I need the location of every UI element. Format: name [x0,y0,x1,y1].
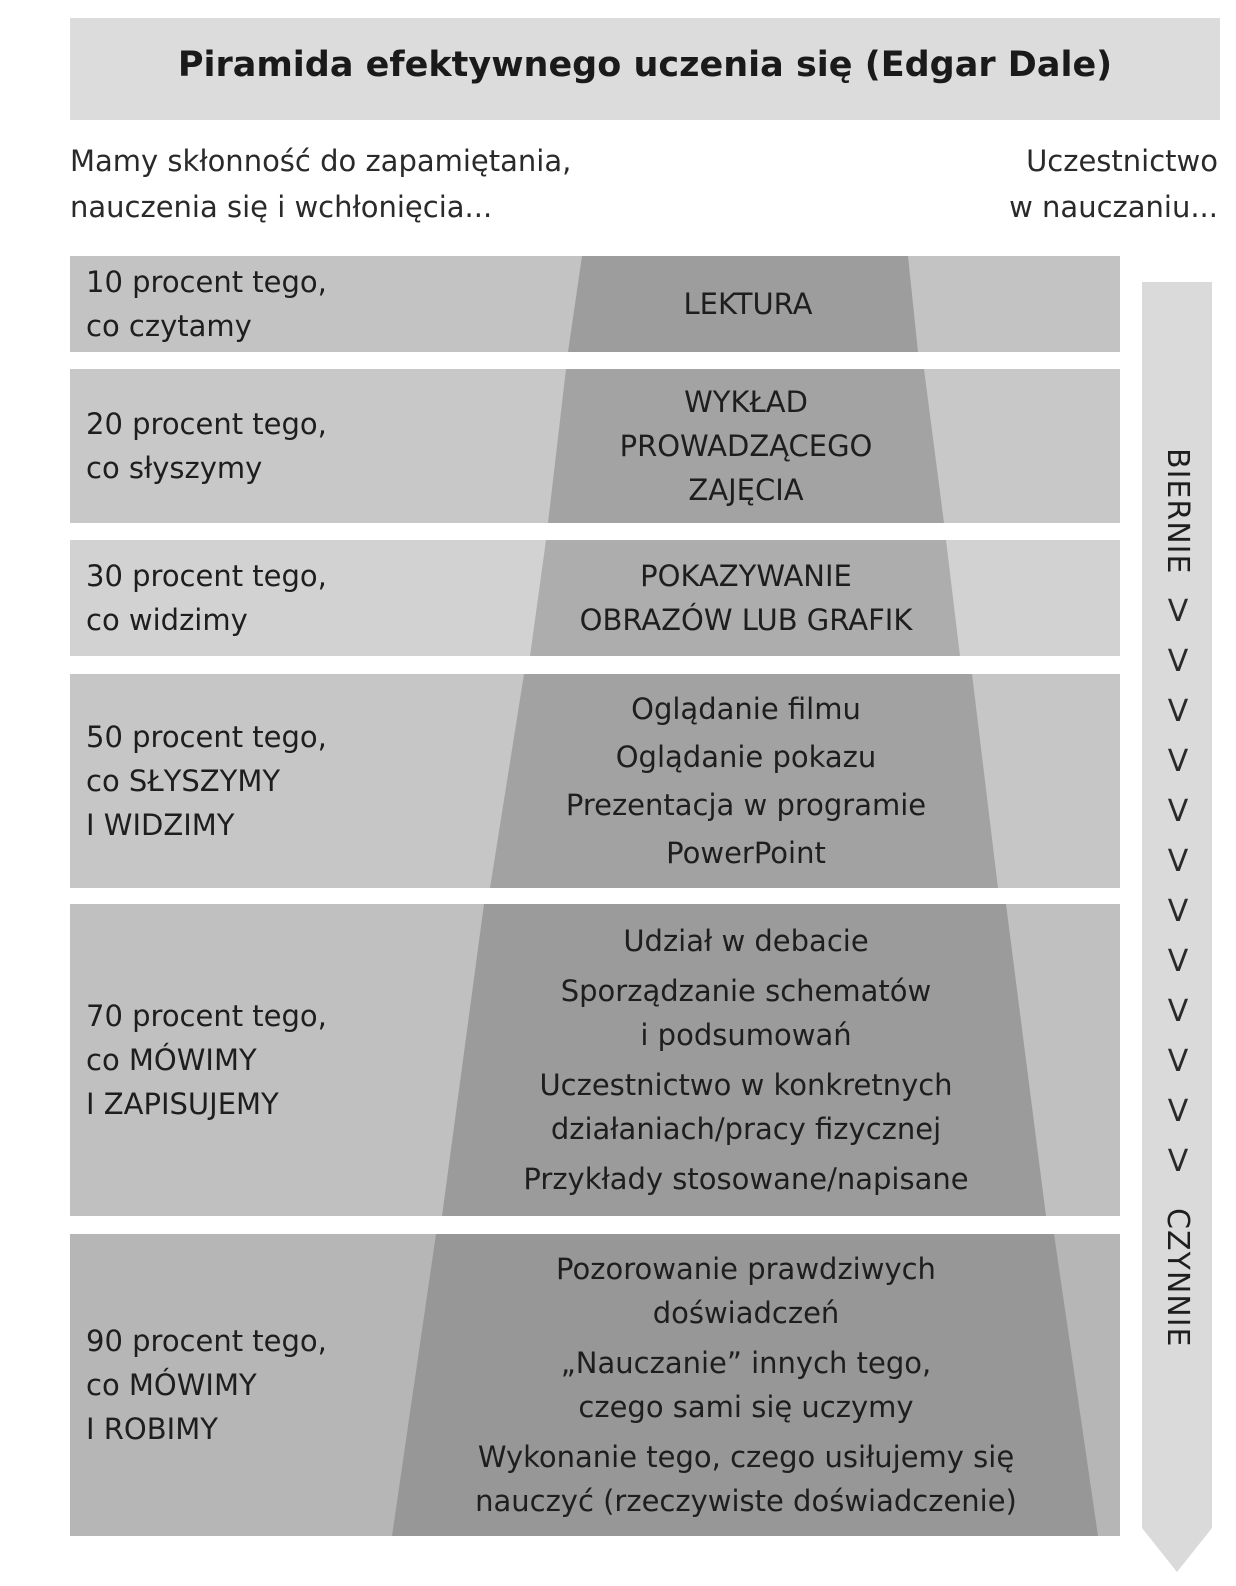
row-content [516,685,976,877]
row-90-percent [70,1234,1132,1536]
row-content-line: i podsumowań [640,1018,852,1052]
row-30-percent [70,540,1132,656]
down-arrow-icon: V [1167,594,1189,629]
row-label-line: co słyszymy [86,451,263,485]
row-content [548,380,944,512]
down-arrow-icon: V [1167,1094,1189,1129]
row-70-percent [70,904,1132,1216]
row-content-line: Wykonanie tego, czego usiłujemy się [477,1440,1015,1474]
row-content-line: Sporządzanie schematów [560,974,932,1008]
intro-right-line: Uczestnictwo [1026,144,1218,178]
row-label-line: I ZAPISUJEMY [86,1087,279,1121]
down-arrow-icon: V [1167,794,1189,829]
row-content-line: „Nauczanie” innych tego, [560,1346,932,1380]
down-arrow-icon: V [1167,744,1189,779]
row-label [86,402,327,490]
row-content-line: działaniach/pracy fizycznej [550,1112,942,1146]
row-label-line: I ROBIMY [86,1412,218,1446]
down-arrow-icon: V [1167,994,1189,1029]
row-content [436,1247,1056,1523]
row-label-line: co czytamy [86,309,252,343]
row-label-line: I WIDZIMY [86,808,235,842]
side-label-passive: BIERNIE [1160,448,1195,575]
row-content-line: ZAJĘCIA [688,473,804,507]
row-10-percent [70,256,1132,352]
row-content-line: nauczyć (rzeczywiste doświadczenie) [475,1484,1017,1518]
row-content-line: LEKTURA [683,287,813,321]
row-content [568,282,928,326]
row-content-line: Uczestnictwo w konkretnych [539,1068,953,1102]
row-content-line: Przykłady stosowane/napisane [523,1162,969,1196]
down-arrow-icon: V [1167,694,1189,729]
row-content-line: Oglądanie pokazu [615,740,877,774]
page-title: Piramida efektywnego uczenia się (Edgar Dale) [177,45,1113,85]
row-50-percent [70,674,1132,888]
row-content-line: Udział w debacie [623,924,869,958]
intro-left-line: Mamy skłonność do zapamiętania, [70,144,572,178]
down-arrow-icon: V [1167,644,1189,679]
row-label [86,1319,327,1451]
row-label [86,260,327,348]
row-label [86,994,327,1126]
row-label [86,554,327,642]
row-20-percent [70,369,1132,523]
row-content-line: OBRAZÓW LUB GRAFIK [579,603,913,637]
row-content-line: POKAZYWANIE [640,559,852,593]
row-content-line: czego sami się uczymy [578,1390,914,1424]
row-label-line: co widzimy [86,603,248,637]
down-arrow-icon: V [1167,944,1189,979]
down-arrow-icon: V [1167,844,1189,879]
side-label-active: CZYNNIE [1160,1208,1195,1348]
down-arrow-icon: V [1167,1144,1189,1179]
row-content-line: Prezentacja w programie [565,788,927,822]
row-content [536,554,956,642]
row-content-line: PROWADZĄCEGO [619,429,873,463]
row-content-line: Pozorowanie prawdziwych [556,1252,936,1286]
row-label-line: 90 procent tego, [86,1324,327,1358]
row-content [486,919,1006,1201]
row-label-line: 20 procent tego, [86,407,327,441]
down-arrow-icon: V [1167,1044,1189,1079]
row-label-line: 70 procent tego, [86,999,327,1033]
row-label [86,715,327,847]
row-content-line: doświadczeń [652,1296,840,1330]
row-label-line: co SŁYSZYMY [86,764,281,798]
intro-left-line: nauczenia się i wchłonięcia... [70,190,493,224]
row-label-line: co MÓWIMY [86,1043,257,1077]
intro-right-line: w nauczaniu... [1009,190,1218,224]
down-arrow-icon: V [1167,894,1189,929]
row-content-line: PowerPoint [666,836,826,870]
row-label-line: 50 procent tego, [86,720,327,754]
row-content-line: WYKŁAD [684,385,808,419]
row-label-line: 30 procent tego, [86,559,327,593]
row-content-line: Oglądanie filmu [631,692,861,726]
row-label-line: co MÓWIMY [86,1368,257,1402]
row-label-line: 10 procent tego, [86,265,327,299]
